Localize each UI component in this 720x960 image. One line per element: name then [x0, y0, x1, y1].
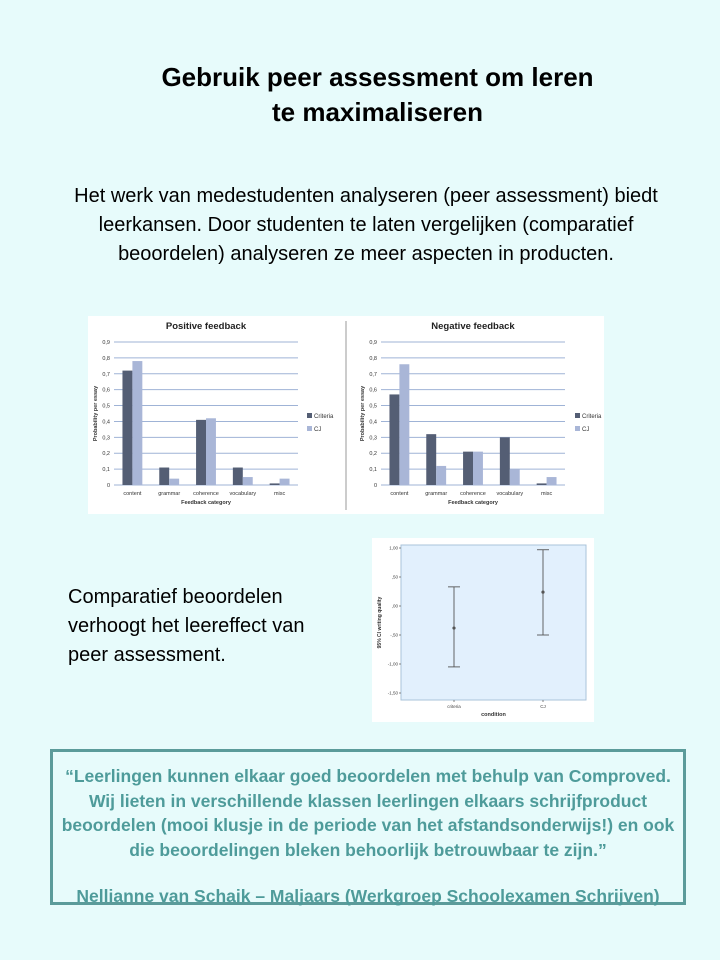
bar-cj-content	[399, 364, 409, 485]
x-tick-label: content	[390, 491, 409, 497]
quote-box	[50, 749, 686, 905]
legend-label-criteria: Criteria	[314, 414, 334, 420]
legend-swatch-criteria	[575, 413, 580, 418]
ci-plot-area	[401, 545, 586, 700]
bar-cj-grammar	[436, 466, 446, 485]
bar-cj-coherence	[473, 452, 483, 485]
intro-paragraph: Het werk van medestudenten analyseren (peer assessment) biedt leerkansen. Door studenten te laten vergelijken (comparatief beoordelen) analyseren ze meer aspecten in producten.	[74, 185, 658, 265]
bar-cj-vocabulary	[243, 477, 253, 485]
y-tick-label: 0,3	[369, 435, 377, 442]
ci-y-tick-label: 1,00	[389, 545, 398, 551]
y-axis-label: Probability per essay	[360, 385, 366, 442]
bar-cj-vocabulary	[510, 469, 520, 485]
chart-title: Negative feedback	[431, 321, 515, 332]
chart-title: Positive feedback	[165, 321, 247, 332]
ci-chart-svg	[372, 538, 594, 722]
legend-label-cj: CJ	[314, 427, 322, 433]
x-tick-label: content	[123, 491, 142, 497]
x-tick-label: vocabulary	[229, 491, 257, 497]
y-tick-label: 0	[106, 483, 110, 489]
page-title-line1: Gebruik peer assessment om leren	[161, 62, 594, 92]
x-axis-label: Feedback category	[448, 500, 498, 506]
x-tick-label: coherence	[193, 491, 219, 497]
bar-cj-misc	[280, 479, 290, 485]
bar-criteria-content	[389, 394, 399, 485]
ci-x-tick-label: CJ	[540, 704, 546, 709]
page-title	[100, 60, 655, 130]
y-tick-label: 0,6	[369, 387, 377, 394]
ci-y-tick-label: -1,00	[387, 661, 398, 667]
legend-label-cj: CJ	[582, 427, 590, 433]
negative-feedback-svg	[344, 316, 604, 514]
y-tick-label: 0,5	[369, 403, 377, 410]
ci-mean-point-1	[541, 590, 544, 593]
ci-x-axis-label: condition	[481, 712, 506, 718]
y-tick-label: 0,1	[102, 467, 110, 474]
bar-criteria-content	[122, 371, 132, 485]
ci-y-tick-label: ,50	[391, 574, 398, 580]
ci-chart	[372, 538, 594, 722]
bar-criteria-grammar	[426, 434, 436, 485]
y-tick-label: 0,7	[102, 371, 110, 378]
y-tick-label: 0,2	[369, 451, 377, 458]
legend-label-criteria: Criteria	[582, 414, 602, 420]
y-tick-label: 0,1	[369, 467, 377, 474]
legend-swatch-criteria	[307, 413, 312, 418]
ci-y-tick-label: -,50	[390, 632, 398, 638]
ci-y-axis-label: 95% CI writing quality	[377, 596, 383, 649]
bar-cj-content	[132, 361, 142, 485]
ci-mean-point-0	[452, 626, 455, 629]
y-tick-label: 0,4	[102, 419, 110, 426]
x-tick-label: misc	[540, 491, 553, 497]
x-tick-label: misc	[273, 491, 286, 497]
ci-x-tick-label: criteria	[447, 704, 461, 709]
y-tick-label: 0,8	[369, 355, 377, 362]
positive-feedback-svg	[88, 316, 350, 514]
y-axis-label: Probability per essay	[93, 385, 99, 442]
page-title-line2: te maximaliseren	[271, 97, 483, 127]
comparison-paragraph: Comparatief beoordelen verhoogt het leereffect van peer assessment.	[68, 586, 305, 666]
legend-swatch-cj	[575, 426, 580, 431]
bar-cj-coherence	[206, 418, 216, 485]
y-tick-label: 0,8	[102, 355, 110, 362]
quote-author: Nellianne van Schaik – Maljaars (Werkgroep Schoolexamen Schrijven)	[76, 886, 660, 906]
bar-cj-grammar	[169, 479, 179, 485]
ci-y-tick-label: ,00	[391, 603, 398, 609]
bar-criteria-misc	[270, 483, 280, 485]
y-tick-label: 0,2	[102, 451, 110, 458]
y-tick-label: 0,3	[102, 435, 110, 442]
x-tick-label: grammar	[158, 491, 181, 497]
bar-criteria-coherence	[196, 420, 206, 485]
bar-criteria-coherence	[463, 452, 473, 485]
legend-swatch-cj	[307, 426, 312, 431]
ci-y-tick-label: -1,50	[387, 690, 398, 696]
negative-feedback-chart	[344, 316, 604, 514]
x-tick-label: grammar	[425, 491, 448, 497]
y-tick-label: 0,7	[369, 371, 377, 378]
y-tick-label: 0,6	[102, 387, 110, 394]
x-axis-label: Feedback category	[181, 500, 231, 506]
bar-criteria-vocabulary	[233, 468, 243, 485]
y-tick-label: 0,9	[369, 340, 377, 346]
x-tick-label: vocabulary	[496, 491, 524, 497]
bar-criteria-misc	[537, 483, 547, 485]
bar-criteria-vocabulary	[500, 437, 510, 485]
bar-criteria-grammar	[159, 468, 169, 485]
x-tick-label: coherence	[460, 491, 486, 497]
y-tick-label: 0,5	[102, 403, 110, 410]
y-tick-label: 0,4	[369, 419, 377, 426]
y-tick-label: 0,9	[102, 340, 110, 346]
y-tick-label: 0	[373, 483, 377, 489]
quote-text: “Leerlingen kunnen elkaar goed beoordelen met behulp van Comproved. Wij lieten in verschillende klassen leerlingen elkaars schrijfproduct beoordelen (mooi klusje in de periode van het afstandsonderwijs!) en ook die beoordelingen bleken behoorlijk betrouwbaar te zijn.”	[61, 766, 675, 860]
positive-feedback-chart	[88, 316, 350, 514]
bar-cj-misc	[547, 477, 557, 485]
